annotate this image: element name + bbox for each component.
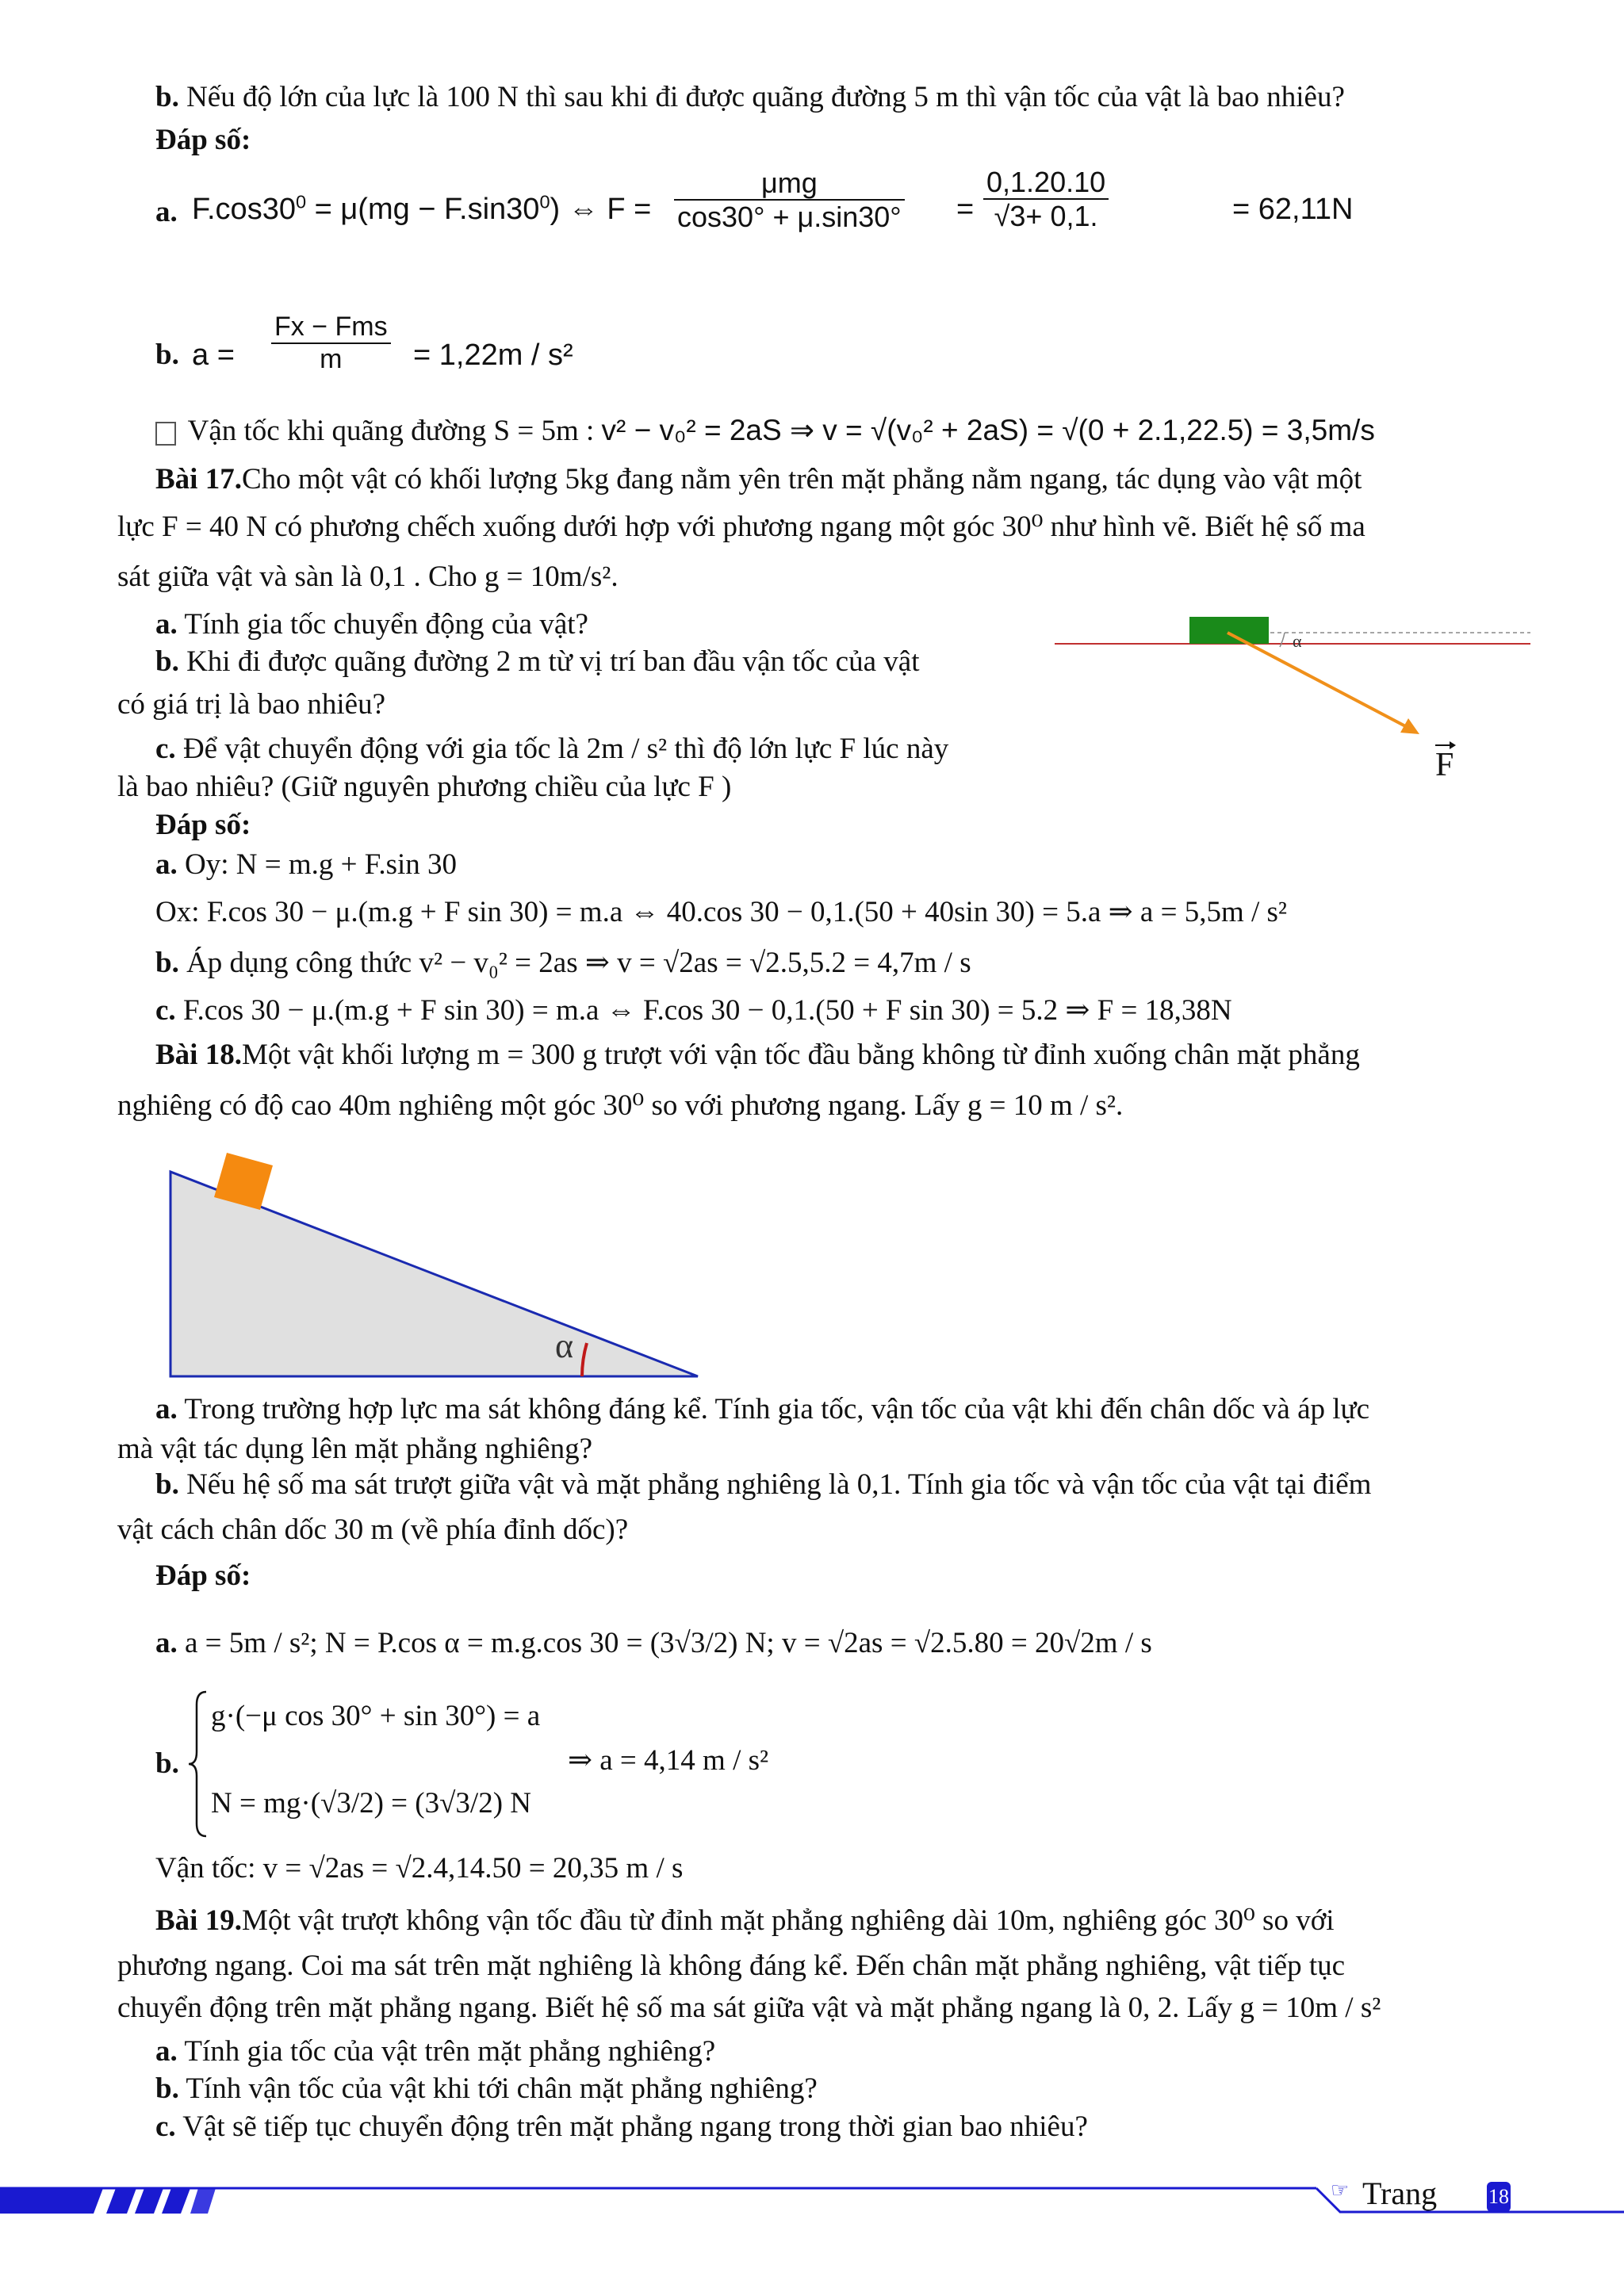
formula-a-mid: = μ(mg − F.sin30: [314, 193, 540, 226]
bai17-p3: sát giữa vật và sàn là 0,1 . Cho g = 10m/s².: [117, 561, 619, 593]
bai18-qb2: vật cách chân dốc 30 m (về phía đỉnh dốc)?: [117, 1513, 629, 1546]
bai19-qc: c. Vật sẽ tiếp tục chuyển động trên mặt phẳng ngang trong thời gian bao nhiêu?: [155, 2110, 1088, 2143]
pointing-hand-icon: ☞: [1331, 2179, 1350, 2202]
bai17-qc: c. Để vật chuyển động với gia tốc là 2m / s² thì độ lớn lực F lúc này: [155, 733, 949, 765]
bai17-qb: b. Khi đi được quãng đường 2 m từ vị trí ban đầu vận tốc của vật: [155, 645, 920, 678]
bai19-qa: a. Tính gia tốc của vật trên mặt phẳng nghiêng?: [155, 2035, 716, 2068]
formula-a-mid2: ) ⇔ F =: [550, 193, 652, 226]
block: [1189, 617, 1269, 644]
bai19-p1: Bài 19.Một vật trượt không vận tốc đầu từ đỉnh mặt phẳng nghiêng dài 10m, nghiêng góc 30⁰ so với: [155, 1904, 1335, 1937]
bai17-p2: lực F = 40 N có phương chếch xuống dưới hợp với phương ngang một góc 30⁰ như hình vẽ. Biết hệ số ma: [117, 511, 1365, 543]
footer-stripe-main: [0, 2188, 103, 2214]
formula-a-frac2: $\frac{0,1.20.10}{√3+ 0,1.}$: [983, 166, 1109, 233]
bai18-qa2: mà vật tác dụng lên mặt phẳng nghiêng?: [117, 1433, 593, 1465]
bai17-title: Bài 17.: [155, 463, 242, 496]
formula-a-label: a.: [155, 196, 178, 228]
question-b-text: Nếu độ lớn của lực là 100 N thì sau khi đi được quãng đường 5 m thì vận tốc của vật là bao nhiêu?: [186, 81, 1345, 113]
formula-a-frac1: μmg cos30° + μ.sin30°: [674, 166, 905, 234]
force-label: F: [1435, 747, 1454, 783]
angle-label: α: [555, 1326, 574, 1365]
bai18-sol-velocity: Vận tốc: v = √2as = √2.4,14.50 = 20,35 m / s: [155, 1852, 684, 1885]
angle-arc: [1280, 633, 1285, 647]
bai18-sol-b-eq1: g·(−μ cos 30° + sin 30°) = a: [211, 1700, 541, 1732]
bai18-sol-b-eq2: N = mg·(√3/2) = (3√3/2) N: [211, 1787, 531, 1820]
bai17-qc2: là bao nhiêu? (Giữ nguyên phương chiều của lực F ): [117, 771, 732, 803]
bai19-title: Bài 19.: [155, 1904, 242, 1937]
checkbox-icon: [155, 422, 176, 446]
bai18-sol-b-result: ⇒ a = 4,14 m / s²: [568, 1744, 769, 1777]
bai18-p2: nghiêng có độ cao 40m nghiêng một góc 30⁰ so với phương ngang. Lấy g = 10 m / s².: [117, 1089, 1124, 1122]
footer-page-number: 18: [1487, 2182, 1511, 2212]
bai17-sol-b: b. Áp dụng công thức v² − v₀² = 2as ⇒ v = √2as = √2.5,5.2 = 4,7m / s: [155, 947, 971, 979]
bai18-title: Bài 18.: [155, 1039, 242, 1071]
bai19-qb: b. Tính vận tốc của vật khi tới chân mặt phẳng nghiêng?: [155, 2072, 818, 2105]
question-b-line: [155, 79, 1345, 116]
left-brace: [187, 1689, 211, 1839]
bai17-sol-c: c. F.cos 30 − μ.(m.g + F sin 30) = m.a ⇔ F.cos 30 − 0,1.(50 + F sin 30) = 5.2 ⇒ F = 18,38N: [155, 994, 1232, 1027]
formula-a-result: = 62,11N: [1232, 193, 1354, 226]
bai18-qa: a. Trong trường hợp lực ma sát không đáng kể. Tính gia tốc, vận tốc của vật khi đến chân dốc và áp lực: [155, 1393, 1370, 1425]
label-b: b.: [155, 81, 179, 113]
bai18-p1: Bài 18.Một vật khối lượng m = 300 g trượt với vận tốc đầu bằng không từ đỉnh xuống chân mặt phẳng: [155, 1039, 1360, 1071]
bai17-answer-heading: Đáp số:: [155, 809, 251, 841]
answer-heading: Đáp số:: [155, 124, 251, 156]
bai19-p2: phương ngang. Coi ma sát trên mặt nghiêng là không đáng kể. Đến chân mặt phẳng nghiêng, vật tiếp tục: [117, 1950, 1346, 1982]
bai18-incline-figure: [159, 1142, 714, 1387]
bai17-qa: a. Tính gia tốc chuyển động của vật?: [155, 608, 588, 641]
formula-b-frac: Fx − Fms m: [271, 312, 391, 375]
bai17-sol-a2: Ox: F.cos 30 − μ.(m.g + F sin 30) = m.a ⇔ 40.cos 30 − 0,1.(50 + 40sin 30) = 5.a ⇒ a = 5,5m / s²: [155, 896, 1288, 928]
bai19-p3: chuyển động trên mặt phẳng ngang. Biết hệ số ma sát giữa vật và mặt phẳng ngang là 0, 2. Lấy g = 10m / s²: [117, 1992, 1381, 2024]
formula-a-lhs: F.cos30: [192, 193, 296, 226]
bai18-sol-a: a. a = 5m / s²; N = P.cos α = m.g.cos 30 = (3√3/2) N; v = √2as = √2.5.80 = 20√2m / s: [155, 1627, 1152, 1659]
bai17-sol-a1: a. Oy: N = m.g + F.sin 30: [155, 848, 458, 881]
bai18-answer-heading: Đáp số:: [155, 1559, 251, 1592]
bai18-qb: b. Nếu hệ số ma sát trượt giữa vật và mặt phẳng nghiêng là 0,1. Tính gia tốc và vận tốc của vật tại điểm: [155, 1468, 1372, 1501]
bai17-force-figure: [1055, 603, 1546, 793]
force-arrow: [1228, 633, 1411, 729]
bai17-qb2: có giá trị là bao nhiêu?: [117, 688, 386, 721]
bai17-p1: Bài 17.Cho một vật có khối lượng 5kg đang nằm yên trên mặt phẳng nằm ngang, tác dụng vào vật một: [155, 463, 1362, 496]
angle-label: α: [1293, 631, 1302, 651]
footer-page-label: Trang: [1362, 2175, 1438, 2211]
velocity-line: Vận tốc khi quãng đường S = 5m : v² − v₀² = 2aS ⇒ v = √(v₀² + 2aS) = √(0 + 2.1,22.5) = 3,5m/s: [155, 412, 1375, 450]
